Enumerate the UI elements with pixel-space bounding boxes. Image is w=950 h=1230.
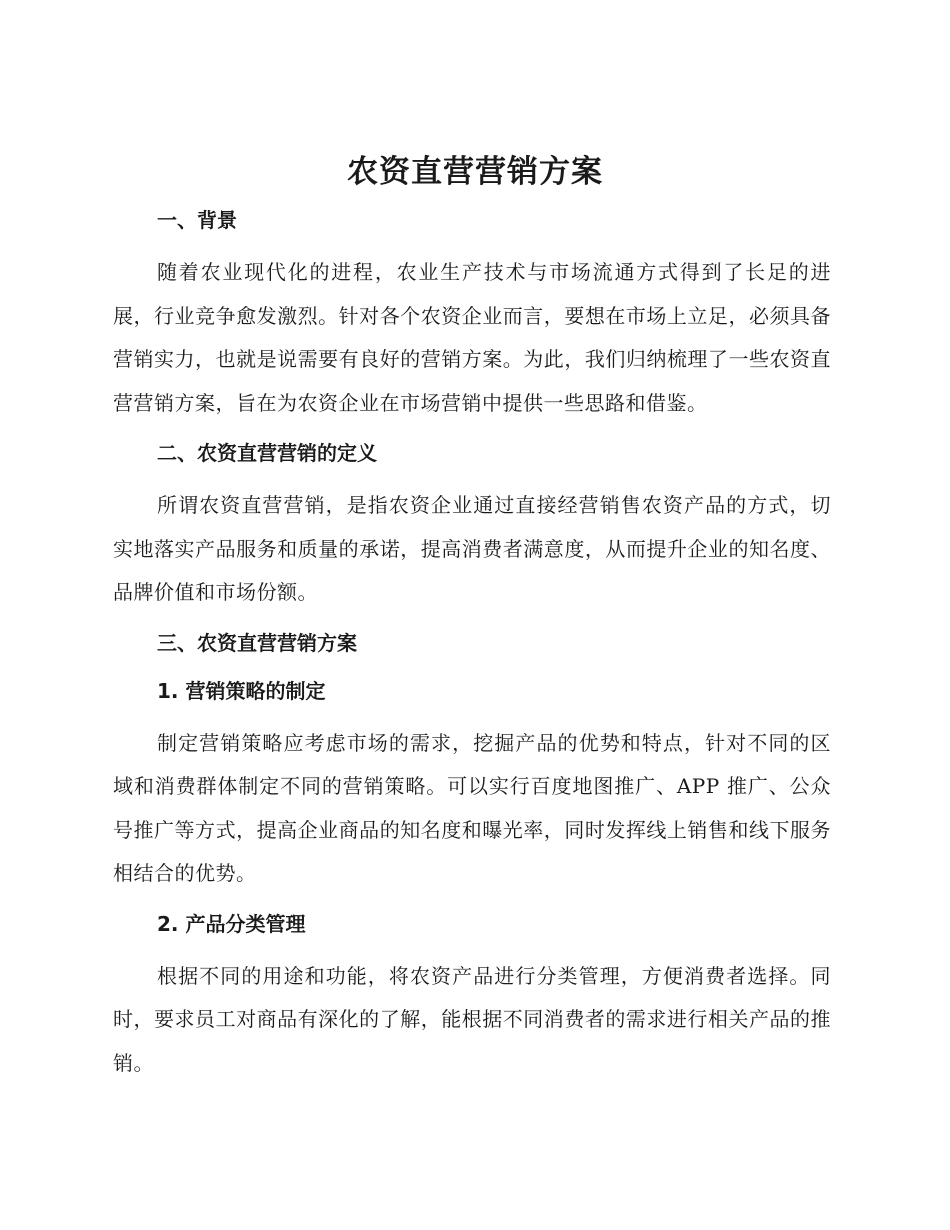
subsection-paragraph-strategy: 制定营销策略应考虑市场的需求，挖掘产品的优势和特点，针对不同的区域和消费群体制定不同的营销策略。可以实行百度地图推广、APP 推广、公众号推广等方式，提高企业商品的知名度和曝光率，同时发挥线上销售和线下服务相结合的优势。 [113, 730, 831, 885]
section-paragraph-definition: 所谓农资直营营销，是指农资企业通过直接经营销售农资产品的方式，切实地落实产品服务和质量的承诺，提高消费者满意度，从而提升企业的知名度、品牌价值和市场份额。 [113, 493, 831, 604]
subsection-paragraph-classification: 根据不同的用途和功能，将农资产品进行分类管理，方便消费者选择。同时，要求员工对商品有深化的了解，能根据不同消费者的需求进行相关产品的推销。 [113, 963, 831, 1075]
page-title: 农资直营营销方案 [347, 154, 603, 190]
document-body [113, 200, 831, 1085]
section-heading-background: 一、背景 [157, 208, 237, 232]
subsection-heading-classification: 2. 产品分类管理 [157, 911, 306, 936]
subsection-heading-strategy: 1. 营销策略的制定 [157, 678, 326, 703]
section-paragraph-background: 随着农业现代化的进程，农业生产技术与市场流通方式得到了长足的进展，行业竞争愈发激烈。针对各个农资企业而言，要想在市场上立足，必须具备营销实力，也就是说需要有良好的营销方案。为此，我们归纳梳理了一些农资直营营销方案，旨在为农资企业在市场营销中提供一些思路和借鉴。 [113, 260, 831, 415]
section-heading-plan: 三、农资直营营销方案 [157, 630, 357, 655]
section-heading-definition: 二、农资直营营销的定义 [157, 441, 377, 465]
